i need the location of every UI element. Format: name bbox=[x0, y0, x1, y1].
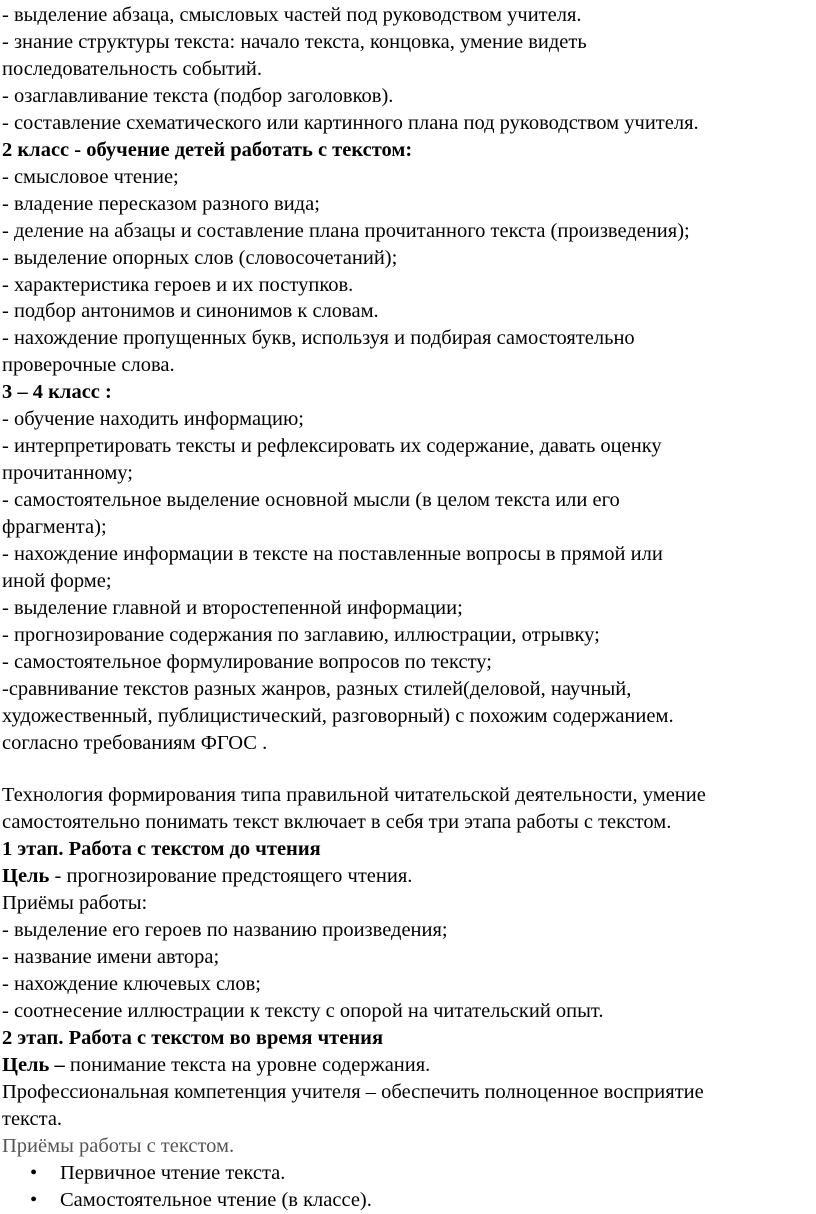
bullet-icon: • bbox=[30, 1189, 38, 1211]
text-line: - знание структуры текста: начало текста, концовка, умение видеть bbox=[2, 31, 587, 53]
text-line: Приёмы работы с текстом. bbox=[2, 1135, 235, 1157]
goal-label: Цель bbox=[2, 865, 50, 887]
text-line: - нахождение пропущенных букв, используя и подбирая самостоятельно bbox=[2, 327, 635, 349]
text-line: иной форме; bbox=[2, 570, 112, 592]
text-line: - самостоятельное выделение основной мысли (в целом текста или его bbox=[2, 489, 620, 511]
text-line: - название имени автора; bbox=[2, 946, 220, 968]
text-line: - характеристика героев и их поступков. bbox=[2, 274, 354, 296]
text-line: согласно требованиям ФГОС . bbox=[2, 732, 268, 754]
goal-label: Цель – bbox=[2, 1054, 65, 1076]
text-line: Технология формирования типа правильной читательской деятельности, умение bbox=[2, 784, 706, 806]
goal-text: - прогнозирование предстоящего чтения. bbox=[49, 865, 413, 887]
text-line: - выделение его героев по названию произведения; bbox=[2, 919, 448, 941]
text-line: - озаглавливание текста (подбор заголовков). bbox=[2, 85, 394, 107]
text-line: - выделение главной и второстепенной информации; bbox=[2, 597, 463, 619]
text-line: - смысловое чтение; bbox=[2, 166, 179, 188]
text-line: Профессиональная компетенция учителя – обеспечить полноценное восприятие bbox=[2, 1081, 704, 1103]
text-line: - составление схематического или картинного плана под руководством учителя. bbox=[2, 112, 699, 134]
list-item: Первичное чтение текста. bbox=[60, 1162, 286, 1184]
stage-2-heading: 2 этап. Работа с текстом во время чтения bbox=[2, 1027, 384, 1049]
text-line: - обучение находить информацию; bbox=[2, 408, 305, 430]
section-heading: 2 класс - обучение детей работать с текстом: bbox=[2, 139, 413, 161]
text-line: - выделение абзаца, смысловых частей под руководством учителя. bbox=[2, 4, 582, 26]
text-line: прочитанному; bbox=[2, 462, 133, 484]
stage-1-heading: 1 этап. Работа с текстом до чтения bbox=[2, 838, 321, 860]
section-heading: 3 – 4 класс : bbox=[2, 381, 112, 403]
text-line: - интерпретировать тексты и рефлексировать их содержание, давать оценку bbox=[2, 435, 662, 457]
text-line: текста. bbox=[2, 1108, 63, 1130]
stage-1-goal bbox=[2, 863, 412, 889]
text-line: последовательность событий. bbox=[2, 58, 263, 80]
stage-2-goal bbox=[2, 1052, 430, 1078]
bullet-icon: • bbox=[30, 1162, 38, 1184]
text-line: - выделение опорных слов (словосочетаний); bbox=[2, 247, 398, 269]
text-line: - деление на абзацы и составление плана прочитанного текста (произведения); bbox=[2, 220, 690, 242]
text-line: - владение пересказом разного вида; bbox=[2, 193, 320, 215]
list-item: Самостоятельное чтение (в классе). bbox=[60, 1189, 372, 1211]
goal-text: понимание текста на уровне содержания. bbox=[64, 1054, 431, 1076]
text-line: Приёмы работы: bbox=[2, 892, 148, 914]
text-line: фрагмента); bbox=[2, 516, 107, 538]
text-line: - прогнозирование содержания по заглавию, иллюстрации, отрывку; bbox=[2, 624, 600, 646]
text-line: - самостоятельное формулирование вопросов по тексту; bbox=[2, 651, 492, 673]
text-line: -сравнивание текстов разных жанров, разных стилей(деловой, научный, bbox=[2, 678, 632, 700]
text-line: - нахождение информации в тексте на поставленные вопросы в прямой или bbox=[2, 543, 663, 565]
text-line: художественный, публицистический, разговорный) с похожим содержанием. bbox=[2, 705, 674, 727]
text-line: самостоятельно понимать текст включает в себя три этапа работы с текстом. bbox=[2, 811, 672, 833]
text-line: - нахождение ключевых слов; bbox=[2, 973, 262, 995]
text-line: - подбор антонимов и синонимов к словам. bbox=[2, 300, 379, 322]
text-line: проверочные слова. bbox=[2, 354, 175, 376]
text-line: - соотнесение иллюстрации к тексту с опорой на читательский опыт. bbox=[2, 1000, 604, 1022]
